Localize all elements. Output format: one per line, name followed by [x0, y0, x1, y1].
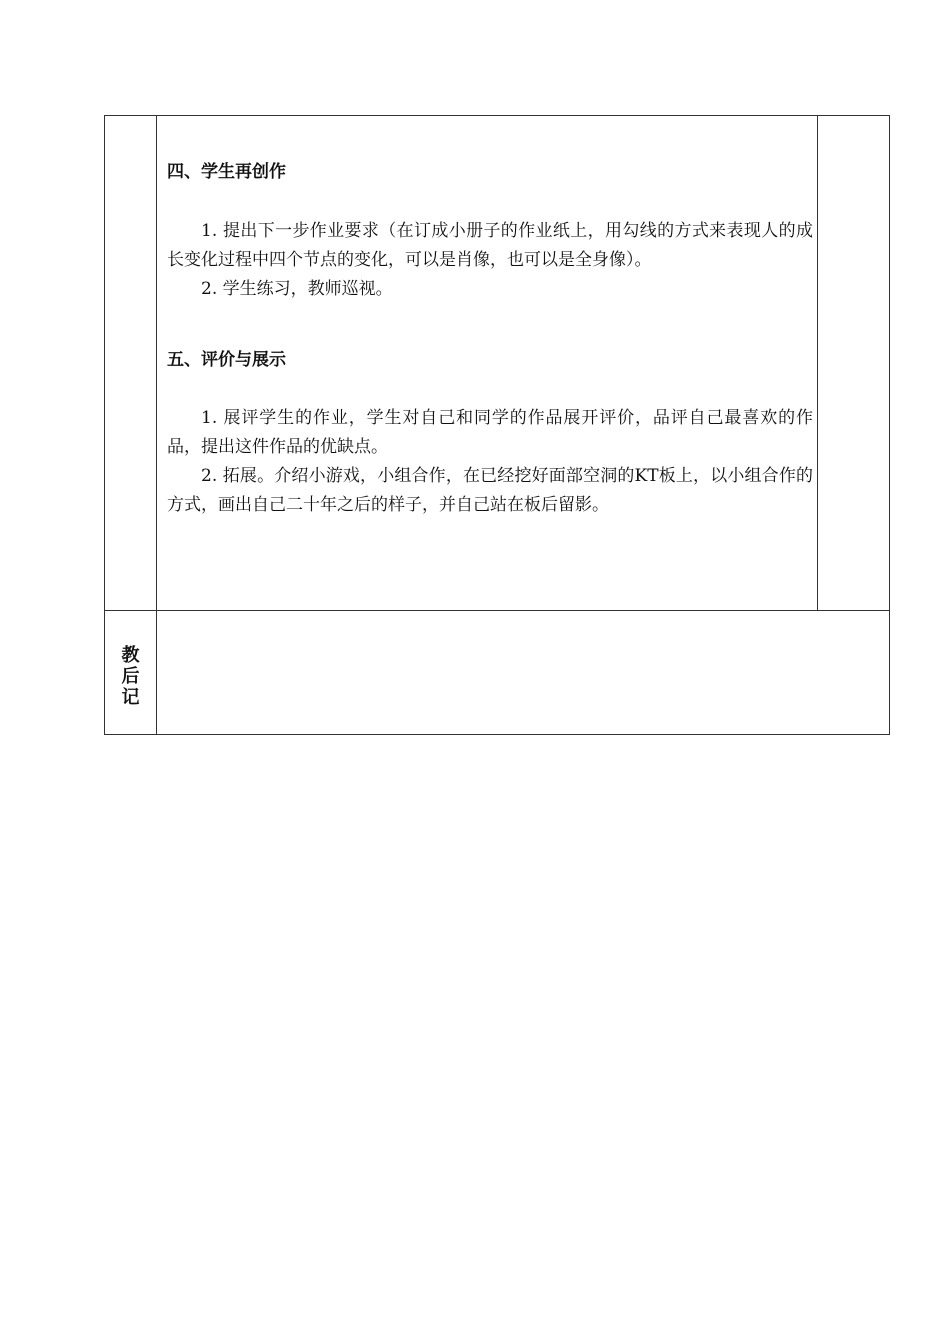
section-title-student-recreation: 四、学生再创作 [167, 162, 286, 182]
paragraph-evaluate-works: 1. 展评学生的作业，学生对自己和同学的作品展开评价，品评自己最喜欢的作品，提出这件作品的优缺点。 [167, 408, 813, 457]
teaching-process-row [105, 116, 889, 611]
lesson-plan-table [104, 115, 890, 735]
paragraph-student-practice: 2. 学生练习，教师巡视。 [201, 279, 393, 299]
notes-cell [817, 116, 889, 610]
paragraph-homework-requirement: 1. 提出下一步作业要求（在订成小册子的作业纸上，用勾线的方式来表现人的成长变化过程中四个节点的变化，可以是肖像，也可以是全身像）。 [167, 221, 813, 270]
reflection-row [105, 611, 889, 734]
section-title-evaluation-display: 五、评价与展示 [167, 350, 286, 370]
reflection-label-char: 记 [121, 687, 140, 708]
row-label-cell [105, 116, 157, 610]
paragraph-extension-game: 2. 拓展。介绍小游戏，小组合作，在已经挖好面部空洞的KT板上，以小组合作的方式，画出自己二十年之后的样子，并自己站在板后留影。 [167, 466, 813, 515]
reflection-label-char: 后 [121, 666, 140, 687]
reflection-label-char: 教 [121, 645, 140, 666]
reflection-label [105, 645, 156, 708]
reflection-label-cell [105, 611, 157, 734]
